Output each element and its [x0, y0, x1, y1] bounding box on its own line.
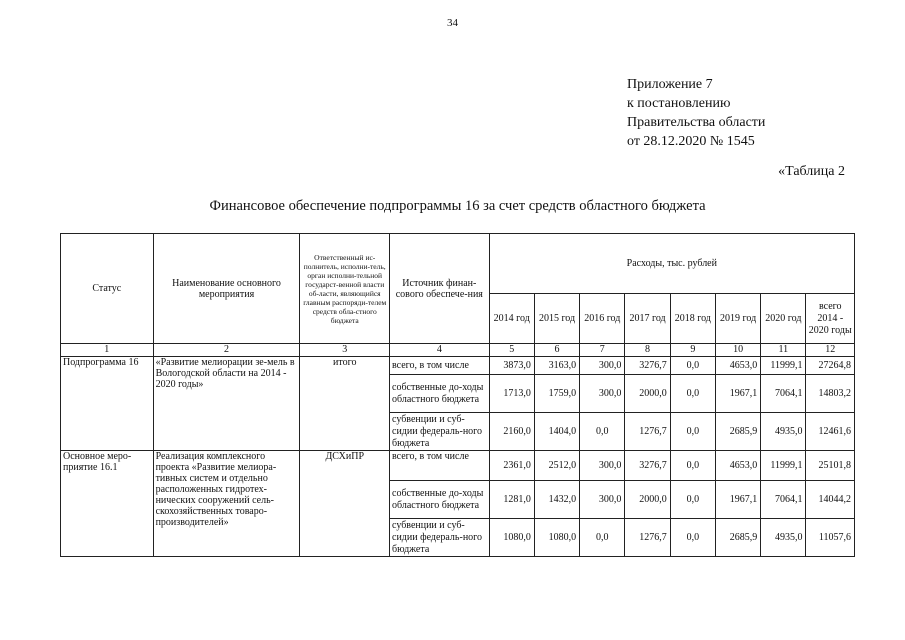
- value-cell: 1281,0: [489, 481, 534, 519]
- value-cell: 25101,8: [806, 451, 855, 481]
- column-number: 8: [625, 344, 670, 357]
- header-responsible: Ответственный ис-полнитель, исполни-тель, орган исполни-тельной государст-венной власти об-ласти, являющийся главным распоряди-телем средств обла-стного бюджета: [300, 234, 390, 344]
- value-cell: 1967,1: [715, 481, 760, 519]
- value-cell: 4653,0: [715, 451, 760, 481]
- value-cell: 1080,0: [489, 519, 534, 557]
- value-cell: 1276,7: [625, 413, 670, 451]
- document-title: Финансовое обеспечение подпрограммы 16 за счет средств областного бюджета: [209, 198, 706, 214]
- value-cell: 0,0: [670, 357, 715, 375]
- header-year: 2014 год: [489, 294, 534, 344]
- column-number: 11: [761, 344, 806, 357]
- status-cell: Подпрограмма 16: [61, 357, 154, 451]
- value-cell: 1404,0: [534, 413, 579, 451]
- header-year: 2020 год: [761, 294, 806, 344]
- value-cell: 11999,1: [761, 357, 806, 375]
- header-year: 2018 год: [670, 294, 715, 344]
- header-year-total: всего 2014 - 2020 годы: [806, 294, 855, 344]
- column-number: 10: [715, 344, 760, 357]
- column-number: 4: [390, 344, 490, 357]
- appendix-line-2: к постановлению: [627, 96, 731, 111]
- page-number: 34: [447, 17, 458, 29]
- value-cell: 2361,0: [489, 451, 534, 481]
- value-cell: 0,0: [580, 413, 625, 451]
- value-cell: 300,0: [580, 481, 625, 519]
- responsible-cell: итого: [300, 357, 390, 451]
- value-cell: 1276,7: [625, 519, 670, 557]
- value-cell: 0,0: [670, 481, 715, 519]
- header-name: Наименование основного мероприятия: [153, 234, 300, 344]
- source-cell: собственные до-ходы областного бюджета: [390, 481, 490, 519]
- value-cell: 0,0: [670, 413, 715, 451]
- value-cell: 14803,2: [806, 375, 855, 413]
- column-number: 12: [806, 344, 855, 357]
- header-status: Статус: [61, 234, 154, 344]
- activity-name-cell: «Развитие мелиорации зе-мель в Вологодской области на 2014 - 2020 годы»: [153, 357, 300, 451]
- value-cell: 3276,7: [625, 451, 670, 481]
- value-cell: 0,0: [670, 451, 715, 481]
- value-cell: 2000,0: [625, 481, 670, 519]
- value-cell: 1713,0: [489, 375, 534, 413]
- responsible-cell: ДСХиПР: [300, 451, 390, 557]
- value-cell: 2000,0: [625, 375, 670, 413]
- header-source: Источник финан-сового обеспече-ния: [390, 234, 490, 344]
- value-cell: 0,0: [670, 375, 715, 413]
- appendix-line-4: от 28.12.2020 № 1545: [627, 134, 755, 149]
- value-cell: 300,0: [580, 451, 625, 481]
- value-cell: 2512,0: [534, 451, 579, 481]
- value-cell: 1759,0: [534, 375, 579, 413]
- table-label: «Таблица 2: [778, 164, 845, 179]
- appendix-line-3: Правительства области: [627, 115, 766, 130]
- value-cell: 27264,8: [806, 357, 855, 375]
- appendix-block: [627, 75, 765, 151]
- value-cell: 7064,1: [761, 481, 806, 519]
- source-cell: субвенции и суб-сидии федераль-ного бюджета: [390, 413, 490, 451]
- header-year: 2017 год: [625, 294, 670, 344]
- appendix-line-1: Приложение 7: [627, 77, 713, 92]
- value-cell: 300,0: [580, 375, 625, 413]
- value-cell: 7064,1: [761, 375, 806, 413]
- value-cell: 11057,6: [806, 519, 855, 557]
- value-cell: 1080,0: [534, 519, 579, 557]
- value-cell: 3163,0: [534, 357, 579, 375]
- source-cell: всего, в том числе: [390, 451, 490, 481]
- source-cell: собственные до-ходы областного бюджета: [390, 375, 490, 413]
- value-cell: 2685,9: [715, 413, 760, 451]
- column-number: 6: [534, 344, 579, 357]
- activity-name-cell: Реализация комплексного проекта «Развитие мелиора-тивных систем и отдельно расположенных гидротех-нических сооружений сель-скохозяйственных товаро-производителей»: [153, 451, 300, 557]
- finance-table: [60, 233, 855, 557]
- status-cell: Основное меро-приятие 16.1: [61, 451, 154, 557]
- value-cell: 1432,0: [534, 481, 579, 519]
- value-cell: 0,0: [580, 519, 625, 557]
- column-number: 7: [580, 344, 625, 357]
- value-cell: 0,0: [670, 519, 715, 557]
- column-number: 1: [61, 344, 154, 357]
- value-cell: 4935,0: [761, 519, 806, 557]
- column-number: 5: [489, 344, 534, 357]
- value-cell: 300,0: [580, 357, 625, 375]
- source-cell: всего, в том числе: [390, 357, 490, 375]
- header-year: 2016 год: [580, 294, 625, 344]
- value-cell: 4935,0: [761, 413, 806, 451]
- value-cell: 1967,1: [715, 375, 760, 413]
- value-cell: 4653,0: [715, 357, 760, 375]
- column-number: 3: [300, 344, 390, 357]
- value-cell: 2685,9: [715, 519, 760, 557]
- value-cell: 12461,6: [806, 413, 855, 451]
- column-number: 2: [153, 344, 300, 357]
- value-cell: 11999,1: [761, 451, 806, 481]
- value-cell: 3873,0: [489, 357, 534, 375]
- column-number: 9: [670, 344, 715, 357]
- value-cell: 14044,2: [806, 481, 855, 519]
- header-year: 2019 год: [715, 294, 760, 344]
- source-cell: субвенции и суб-сидии федераль-ного бюджета: [390, 519, 490, 557]
- value-cell: 3276,7: [625, 357, 670, 375]
- table-row: [61, 357, 855, 375]
- table-row: [61, 451, 855, 481]
- header-year: 2015 год: [534, 294, 579, 344]
- value-cell: 2160,0: [489, 413, 534, 451]
- header-expenses: Расходы, тыс. рублей: [489, 234, 854, 294]
